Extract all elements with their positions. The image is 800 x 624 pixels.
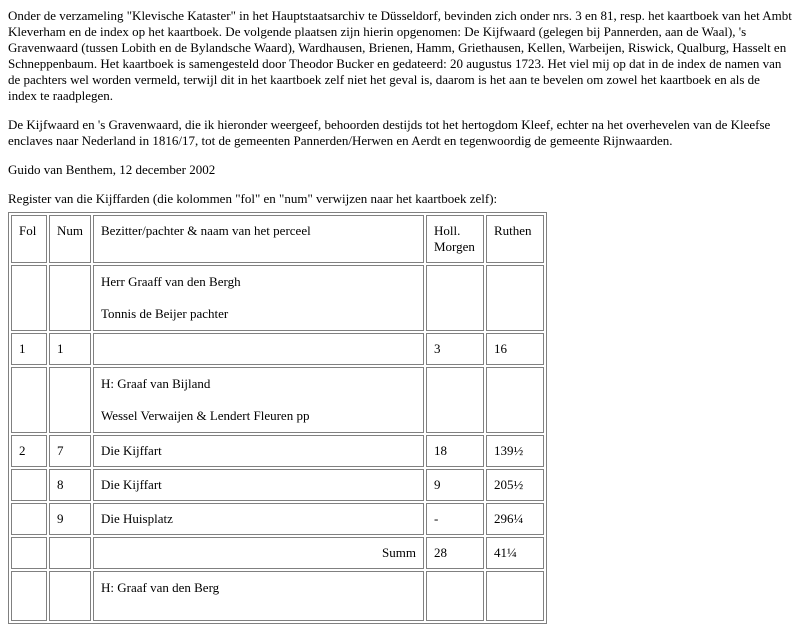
cell-name: Die Kijffart [93,469,424,501]
cell-morgen: - [426,503,484,535]
table-row [11,435,544,467]
cell-name [93,333,424,365]
table-row [11,469,544,501]
cell-ruthen: 296¼ [486,503,544,535]
cell-morgen: 3 [426,333,484,365]
table-row [11,503,544,535]
owner-row [11,571,544,621]
owner-row [11,367,544,433]
tenant-name: Wessel Verwaijen & Lendert Fleuren pp [101,408,310,423]
cell-name: Die Huisplatz [93,503,424,535]
table-header-row [11,215,544,263]
header-morgen [426,215,484,263]
header-morgen-line2: Morgen [434,239,475,254]
owner-name: H: Graaf van Bijland [101,376,211,391]
intro-paragraph: Onder de verzameling "Klevische Kataster" in het Hauptstaatsarchiv te Düsseldorf, bevinden zich onder nrs. 3 en 81, resp. het kaartboek van het Ambt Kleverham en de index op het kaartboek. De volgende plaatsen zijn hierin opgenomen: De Kijfwaard (gelegen bij Pannerden, aan de Waal), 's Gravenwaard (tussen Lobith en de Bylandsche Waard), Wardhausen, Brienen, Hamm, Griethausen, Kellen, Warbeijen, Riswick, Qualburg, Hasselt en Schneppenbaum. Het kaartboek is samengesteld door Theodor Bucker en gedateerd: 20 augustus 1723. Het viel mij op dat in de index de namen van de pachters wel worden vermeld, terwijl dit in het kaartboek zelf niet het geval is, daarom is het aan te bevelen om zowel het kaartboek en als de index te raadplegen. [8,8,792,103]
header-num: Num [49,215,91,263]
owner-name: Herr Graaff van den Bergh [101,274,241,289]
summ-label: Summ [93,537,424,569]
cell-ruthen: 16 [486,333,544,365]
header-ruthen: Ruthen [486,215,544,263]
register-intro: Register van die Kijffarden (die kolommen "fol" en "num" verwijzen naar het kaartboek zelf): [8,191,498,206]
summ-ruthen: 41¼ [486,537,544,569]
cell-num: 8 [49,469,91,501]
owner-cell [93,367,424,433]
owner-name: H: Graaf van den Berg [101,580,220,595]
header-fol: Fol [11,215,47,263]
cell-num: 1 [49,333,91,365]
cell-num: 9 [49,503,91,535]
summ-morgen: 28 [426,537,484,569]
tenant-name: Tonnis de Beijer pachter [101,306,229,321]
cell-fol [11,503,47,535]
cell-fol [11,469,47,501]
author-date: Guido van Benthem, 12 december 2002 [8,162,216,177]
cell-num: 7 [49,435,91,467]
header-morgen-line1: Holl. [434,223,461,238]
owner-cell [93,265,424,331]
cell-name: Die Kijffart [93,435,424,467]
register-table [8,212,547,624]
cell-fol: 1 [11,333,47,365]
cell-ruthen: 205½ [486,469,544,501]
owner-row [11,265,544,331]
summ-row [11,537,544,569]
header-name: Bezitter/pachter & naam van het perceel [93,215,424,263]
owner-cell [93,571,424,621]
table-row [11,333,544,365]
history-paragraph: De Kijfwaard en 's Gravenwaard, die ik hieronder weergeef, behoorden destijds tot het hertogdom Kleef, echter na het overhevelen van de Kleefse enclaves naar Nederland in 1816/17, tot de gemeenten Pannerden/Herwen en Aerdt en tegenwoordig de gemeente Rijnwaarden. [8,117,771,148]
cell-fol: 2 [11,435,47,467]
cell-morgen: 18 [426,435,484,467]
cell-morgen: 9 [426,469,484,501]
cell-ruthen: 139½ [486,435,544,467]
